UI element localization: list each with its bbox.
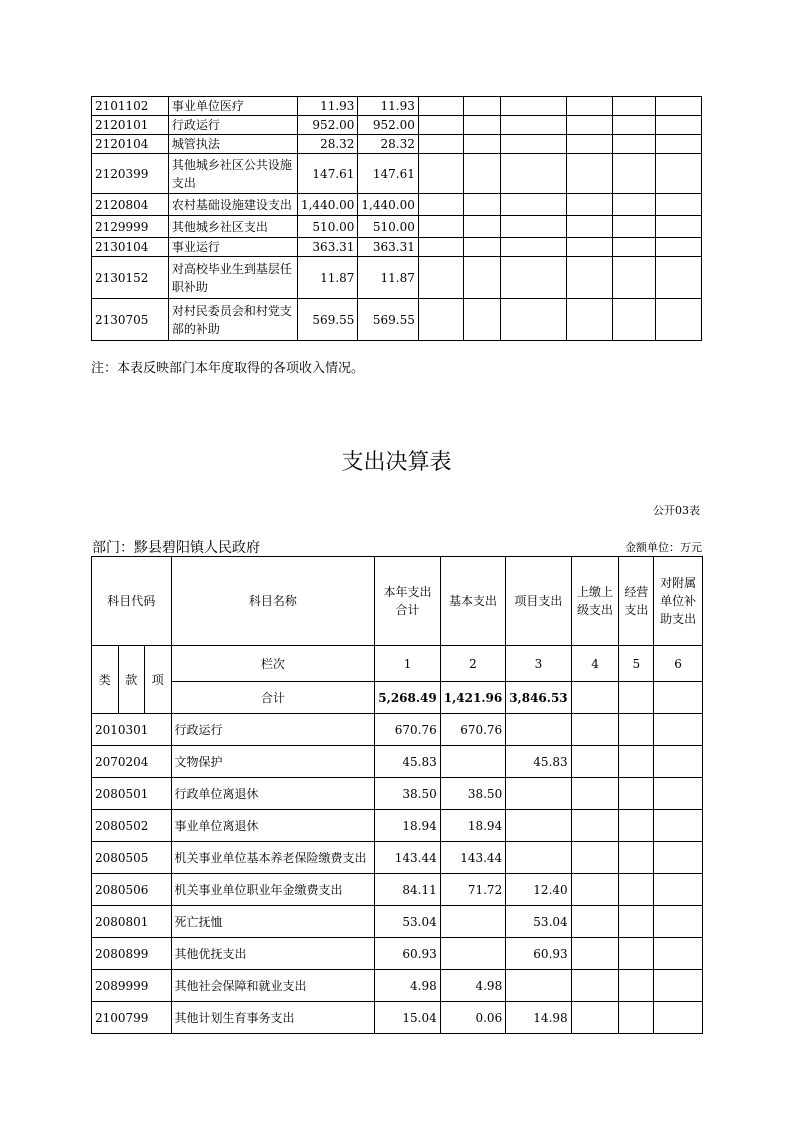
empty-cell [619,1002,654,1034]
empty-cell [463,238,501,257]
row-project-value: 60.93 [506,938,571,970]
col-num: 6 [654,646,703,682]
row-name: 机关事业单位基本养老保险缴费支出 [171,842,375,874]
table-row [92,97,702,116]
empty-cell [501,194,567,216]
empty-cell [654,778,703,810]
col-num: 1 [375,646,440,682]
empty-cell [654,970,703,1002]
row-code: 2101102 [92,97,169,116]
row-total-value: 15.04 [375,1002,440,1034]
row-project-value: 12.40 [506,874,571,906]
row-code: 2080899 [92,938,172,970]
empty-cell [571,1002,619,1034]
table-row [92,154,702,194]
empty-cell [656,238,702,257]
empty-cell [463,299,501,341]
empty-cell [501,238,567,257]
row-value: 28.32 [358,135,418,154]
row-project-value [506,970,571,1002]
row-total-value: 38.50 [375,778,440,810]
empty-cell [612,299,656,341]
empty-cell [566,116,612,135]
row-name: 行政运行 [171,714,375,746]
empty-cell [619,746,654,778]
row-value: 1,440.00 [297,194,357,216]
empty-cell [654,842,703,874]
row-total-value: 45.83 [375,746,440,778]
row-value: 510.00 [358,216,418,238]
row-code: 2080502 [92,810,172,842]
row-name: 事业运行 [168,238,297,257]
row-name: 事业单位医疗 [168,97,297,116]
row-name: 对高校毕业生到基层任职补助 [168,257,297,299]
empty-cell [656,116,702,135]
row-basic-value: 670.76 [440,714,505,746]
empty-cell [619,874,654,906]
row-code: 2070204 [92,746,172,778]
row-value: 363.31 [297,238,357,257]
empty-cell [566,238,612,257]
empty-cell [463,154,501,194]
subject-code-header: 科目代码 [92,557,172,646]
empty-cell [654,714,703,746]
empty-cell [566,135,612,154]
row-value: 28.32 [297,135,357,154]
row-value: 147.61 [297,154,357,194]
row-project-value [506,778,571,810]
row-total-value: 4.98 [375,970,440,1002]
table-row [92,906,703,938]
row-name: 其他计划生育事务支出 [171,1002,375,1034]
empty-cell [418,154,463,194]
column-number-row [92,646,703,682]
empty-cell [571,842,619,874]
empty-cell [612,97,656,116]
column-label: 栏次 [171,646,375,682]
department-label: 部门：黟县碧阳镇人民政府 [92,540,260,556]
row-name: 行政单位离退休 [171,778,375,810]
row-total-value: 670.76 [375,714,440,746]
row-basic-value: 38.50 [440,778,505,810]
empty-cell [612,216,656,238]
total-value [619,682,654,714]
row-value: 569.55 [297,299,357,341]
empty-cell [619,906,654,938]
empty-cell [463,194,501,216]
empty-cell [566,299,612,341]
row-name: 机关事业单位职业年金缴费支出 [171,874,375,906]
empty-cell [612,257,656,299]
empty-cell [612,238,656,257]
empty-cell [654,938,703,970]
total-value [654,682,703,714]
row-value: 952.00 [297,116,357,135]
row-basic-value: 0.06 [440,1002,505,1034]
row-value: 363.31 [358,238,418,257]
empty-cell [463,97,501,116]
header-row [92,557,703,646]
row-basic-value: 4.98 [440,970,505,1002]
row-name: 死亡抚恤 [171,906,375,938]
empty-cell [418,299,463,341]
row-name: 其他城乡社区公共设施支出 [168,154,297,194]
empty-cell [501,299,567,341]
table-row [92,842,703,874]
row-code: 2120804 [92,194,169,216]
empty-cell [612,154,656,194]
row-code: 2089999 [92,970,172,1002]
empty-cell [566,97,612,116]
project-header: 项目支出 [506,557,571,646]
col-num: 3 [506,646,571,682]
empty-cell [418,135,463,154]
row-value: 11.93 [358,97,418,116]
empty-cell [619,810,654,842]
total-header: 本年支出合计 [375,557,440,646]
total-row [92,682,703,714]
row-name: 城管执法 [168,135,297,154]
empty-cell [463,257,501,299]
table-row [92,238,702,257]
empty-cell [654,906,703,938]
col-num: 2 [440,646,505,682]
empty-cell [656,97,702,116]
empty-cell [566,257,612,299]
row-code: 2080801 [92,906,172,938]
empty-cell [501,135,567,154]
empty-cell [656,194,702,216]
row-name: 其他优抚支出 [171,938,375,970]
row-code: 2130104 [92,238,169,257]
row-total-value: 53.04 [375,906,440,938]
empty-cell [418,97,463,116]
empty-cell [656,154,702,194]
table-row [92,938,703,970]
empty-cell [656,135,702,154]
table-row [92,1002,703,1034]
row-total-value: 84.11 [375,874,440,906]
empty-cell [418,116,463,135]
empty-cell [612,194,656,216]
table-row [92,874,703,906]
row-code: 2120101 [92,116,169,135]
expenditure-table-body [92,714,703,1034]
subsidiary-header: 对附属单位补助支出 [654,557,703,646]
row-project-value: 14.98 [506,1002,571,1034]
row-value: 569.55 [358,299,418,341]
table-row [92,135,702,154]
empty-cell [566,154,612,194]
row-code: 2080505 [92,842,172,874]
income-table-continued [91,96,702,341]
total-value: 5,268.49 [375,682,440,714]
empty-cell [463,116,501,135]
col-num: 4 [571,646,619,682]
row-name: 行政运行 [168,116,297,135]
row-basic-value: 18.94 [440,810,505,842]
row-name: 农村基础设施建设支出 [168,194,297,216]
empty-cell [654,874,703,906]
empty-cell [619,778,654,810]
empty-cell [418,194,463,216]
empty-cell [571,778,619,810]
empty-cell [654,1002,703,1034]
row-name: 事业单位离退休 [171,810,375,842]
row-basic-value [440,938,505,970]
empty-cell [656,257,702,299]
table-note: 注：本表反映部门本年度取得的各项收入情况。 [91,361,365,376]
empty-cell [571,906,619,938]
row-code: 2129999 [92,216,169,238]
empty-cell [463,135,501,154]
row-project-value: 45.83 [506,746,571,778]
table-row [92,216,702,238]
row-code: 2080501 [92,778,172,810]
row-code: 2010301 [92,714,172,746]
empty-cell [619,714,654,746]
row-total-value: 18.94 [375,810,440,842]
empty-cell [463,216,501,238]
table-row [92,778,703,810]
row-basic-value [440,746,505,778]
table-row [92,299,702,341]
expenditure-table [91,556,703,1034]
empty-cell [501,154,567,194]
empty-cell [501,116,567,135]
empty-cell [654,746,703,778]
remit-header: 上缴上级支出 [571,557,619,646]
empty-cell [418,257,463,299]
table-row [92,746,703,778]
empty-cell [612,135,656,154]
row-basic-value: 143.44 [440,842,505,874]
empty-cell [619,938,654,970]
row-name: 对村民委员会和村党支部的补助 [168,299,297,341]
empty-cell [619,970,654,1002]
row-project-value [506,714,571,746]
empty-cell [501,216,567,238]
xiang-header: 项 [145,646,172,714]
empty-cell [571,810,619,842]
col-num: 5 [619,646,654,682]
table-row [92,970,703,1002]
empty-cell [501,97,567,116]
empty-cell [418,216,463,238]
lei-header: 类 [92,646,119,714]
row-project-value [506,810,571,842]
row-total-value: 143.44 [375,842,440,874]
total-value: 3,846.53 [506,682,571,714]
amount-unit-label: 金额单位：万元 [625,541,702,554]
row-code: 2100799 [92,1002,172,1034]
row-value: 11.87 [358,257,418,299]
empty-cell [571,746,619,778]
basic-header: 基本支出 [440,557,505,646]
total-value: 1,421.96 [440,682,505,714]
empty-cell [654,810,703,842]
row-code: 2120104 [92,135,169,154]
total-label: 合计 [171,682,375,714]
empty-cell [418,238,463,257]
subject-name-header: 科目名称 [171,557,375,646]
total-value [571,682,619,714]
income-table-body [92,97,702,341]
empty-cell [571,874,619,906]
row-name: 其他社会保障和就业支出 [171,970,375,1002]
row-code: 2130705 [92,299,169,341]
table-row [92,714,703,746]
row-value: 147.61 [358,154,418,194]
row-code: 2080506 [92,874,172,906]
row-value: 1,440.00 [358,194,418,216]
table-row [92,257,702,299]
empty-cell [571,970,619,1002]
page-title: 支出决算表 [341,450,452,475]
empty-cell [656,299,702,341]
kuan-header: 款 [118,646,145,714]
empty-cell [566,194,612,216]
row-name: 其他城乡社区支出 [168,216,297,238]
table-row [92,194,702,216]
row-name: 文物保护 [171,746,375,778]
row-value: 11.87 [297,257,357,299]
row-value: 952.00 [358,116,418,135]
table-row [92,810,703,842]
row-project-value [506,842,571,874]
row-value: 510.00 [297,216,357,238]
form-number: 公开03表 [653,504,700,517]
row-basic-value: 71.72 [440,874,505,906]
row-code: 2120399 [92,154,169,194]
row-total-value: 60.93 [375,938,440,970]
empty-cell [566,216,612,238]
row-code: 2130152 [92,257,169,299]
business-header: 经营支出 [619,557,654,646]
empty-cell [501,257,567,299]
row-basic-value [440,906,505,938]
table-row [92,116,702,135]
empty-cell [656,216,702,238]
empty-cell [571,938,619,970]
empty-cell [619,842,654,874]
empty-cell [612,116,656,135]
row-value: 11.93 [297,97,357,116]
row-project-value: 53.04 [506,906,571,938]
empty-cell [571,714,619,746]
